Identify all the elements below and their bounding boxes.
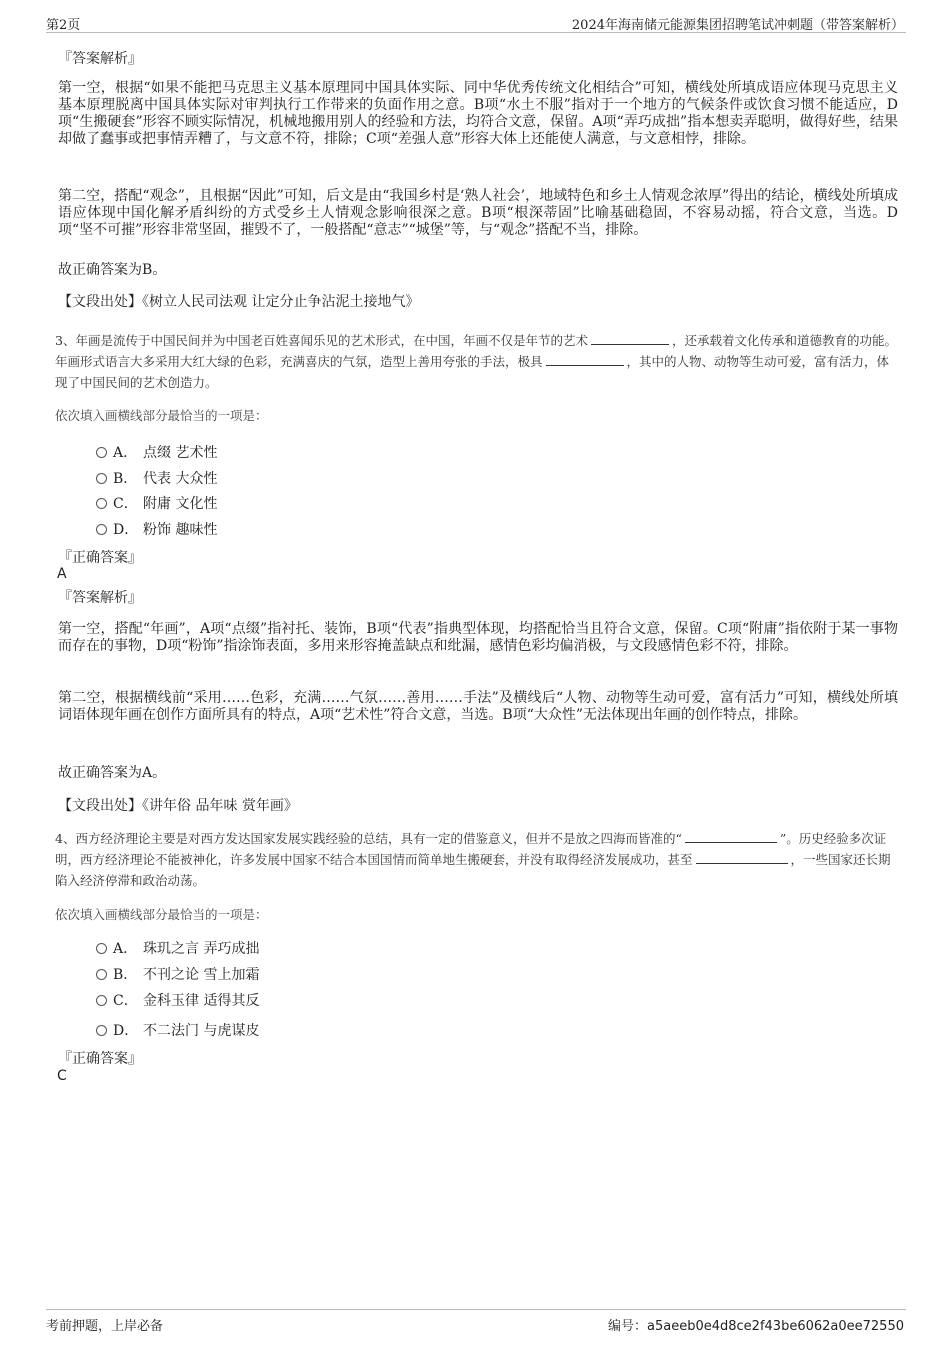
page-header	[46, 12, 906, 33]
correct-answer-label: 『正确答案』	[58, 550, 142, 566]
analysis-paragraph-2: 第二空，搭配“观念”，且根据“因此”可知，后文是由“我国乡村是‘熟人社会’，地域特色和乡土人情观念浓厚”得出的结论，横线处所填成语应体现中国化解矛盾纠纷的方式受乡土人情观念影响很深之意。B项“根深蒂固”比喻基础稳固，不容易动摇，符合文意，当选。D项“坚不可摧”形容非常坚固，摧毁不了，一般搭配“意志”“城堡”等，与“观念”搭配不当，排除。	[58, 188, 898, 238]
radio-icon[interactable]	[96, 524, 107, 535]
question-3-text: 3、年画是流传于中国民间并为中国老百姓喜闻乐见的艺术形式，在中国，年画不仅是年节的艺术 ，还承载着文化传承和道德教育的功能。年画形式语言大多采用大红大绿的色彩，充满喜庆的气氛，造型上善用夸张的手法，极具 ，其中的人物、动物等生动可爱，富有活力，体现了中国民间的艺术创造力。	[55, 333, 897, 390]
q3-option-d[interactable]: D． 粉饰 趣味性	[96, 519, 217, 539]
analysis-paragraph-2: 第二空，根据横线前“采用……色彩，充满……气氛……善用……手法”及横线后“人物、动物等生动可爱，富有活力”可知，横线处所填词语体现年画在创作方面所具有的特点，A项“艺术性”符合文意，当选。B项“大众性”无法体现出年画的创作特点，排除。	[58, 690, 898, 723]
blank-1	[685, 830, 777, 843]
source: 【文段出处】《树立人民司法观 让定分止争沾泥土接地气》	[58, 294, 420, 310]
radio-icon[interactable]	[96, 995, 107, 1006]
q4-option-b[interactable]: B． 不刊之论 雪上加霜	[96, 964, 259, 984]
conclusion: 故正确答案为A。	[58, 765, 167, 781]
radio-icon[interactable]	[96, 1025, 107, 1036]
q4-option-a[interactable]: A． 珠玑之言 弄巧成拙	[96, 938, 259, 958]
analysis-paragraph-1: 第一空，搭配“年画”，A项“点缀”指衬托、装饰，B项“代表”指典型体现，均搭配恰当且符合文意，保留。C项“附庸”指依附于某一事物而存在的事物，D项“粉饰”指涂饰表面，多用来形容掩盖缺点和纰漏，感情色彩均偏消极，与文段感情色彩不符，排除。	[58, 621, 898, 654]
footer-motto: 考前押题，上岸必备	[46, 1319, 164, 1334]
blank-2	[546, 353, 624, 366]
analysis-label: 『答案解析』	[58, 590, 142, 606]
conclusion: 故正确答案为B。	[58, 262, 167, 278]
question-3-instruction: 依次填入画横线部分最恰当的一项是：	[55, 408, 268, 423]
document-title: 2024年海南储元能源集团招聘笔试冲刺题（带答案解析）	[571, 18, 904, 33]
document-code: 编号：a5aeeb0e4d8ce2f43be6062a0ee72550	[608, 1319, 904, 1334]
radio-icon[interactable]	[96, 447, 107, 458]
correct-answer: C	[57, 1068, 67, 1084]
blank-2	[696, 851, 788, 864]
radio-icon[interactable]	[96, 969, 107, 980]
q4-option-d[interactable]: D． 不二法门 与虎谋皮	[96, 1020, 259, 1040]
analysis-label: 『答案解析』	[58, 51, 142, 67]
q3-option-a[interactable]: A． 点缀 艺术性	[96, 442, 217, 462]
source: 【文段出处】《讲年俗 品年味 赏年画》	[58, 798, 298, 814]
correct-answer: A	[57, 566, 67, 582]
q3-option-b[interactable]: B． 代表 大众性	[96, 468, 217, 488]
radio-icon[interactable]	[96, 943, 107, 954]
radio-icon[interactable]	[96, 473, 107, 484]
question-4-text: 4、西方经济理论主要是对西方发达国家发展实践经验的总结，具有一定的借鉴意义，但并不是放之四海而皆准的“ ”。历史经验多次证明，西方经济理论不能被神化，许多发展中国家不结合本国国情而简单地生搬硬套，并没有取得经济发展成功，甚至 ，一些国家还长期陷入经济停滞和政治动荡。	[55, 831, 891, 888]
page-number: 第2页	[46, 18, 81, 33]
q4-option-c[interactable]: C． 金科玉律 适得其反	[96, 990, 259, 1010]
page-footer	[46, 1309, 906, 1334]
analysis-paragraph-1: 第一空，根据“如果不能把马克思主义基本原理同中国具体实际、同中华优秀传统文化相结合”可知，横线处所填成语应体现马克思主义基本原理脱离中国具体实际对审判执行工作带来的负面作用之意。B项“水土不服”指对于一个地方的气候条件或饮食习惯不能适应，D项“生搬硬套”形容不顾实际情况，机械地搬用别人的经验和方法，均符合文意，保留。A项“弄巧成拙”指本想卖弄聪明，做得好些，结果却做了蠢事或把事情弄糟了，与文意不符，排除；C项“差强人意”形容大体上还能使人满意，与文意相悖，排除。	[58, 80, 898, 147]
radio-icon[interactable]	[96, 498, 107, 509]
blank-1	[591, 332, 669, 345]
q3-option-c[interactable]: C． 附庸 文化性	[96, 493, 217, 513]
question-4-instruction: 依次填入画横线部分最恰当的一项是：	[55, 907, 268, 922]
correct-answer-label: 『正确答案』	[58, 1051, 142, 1067]
